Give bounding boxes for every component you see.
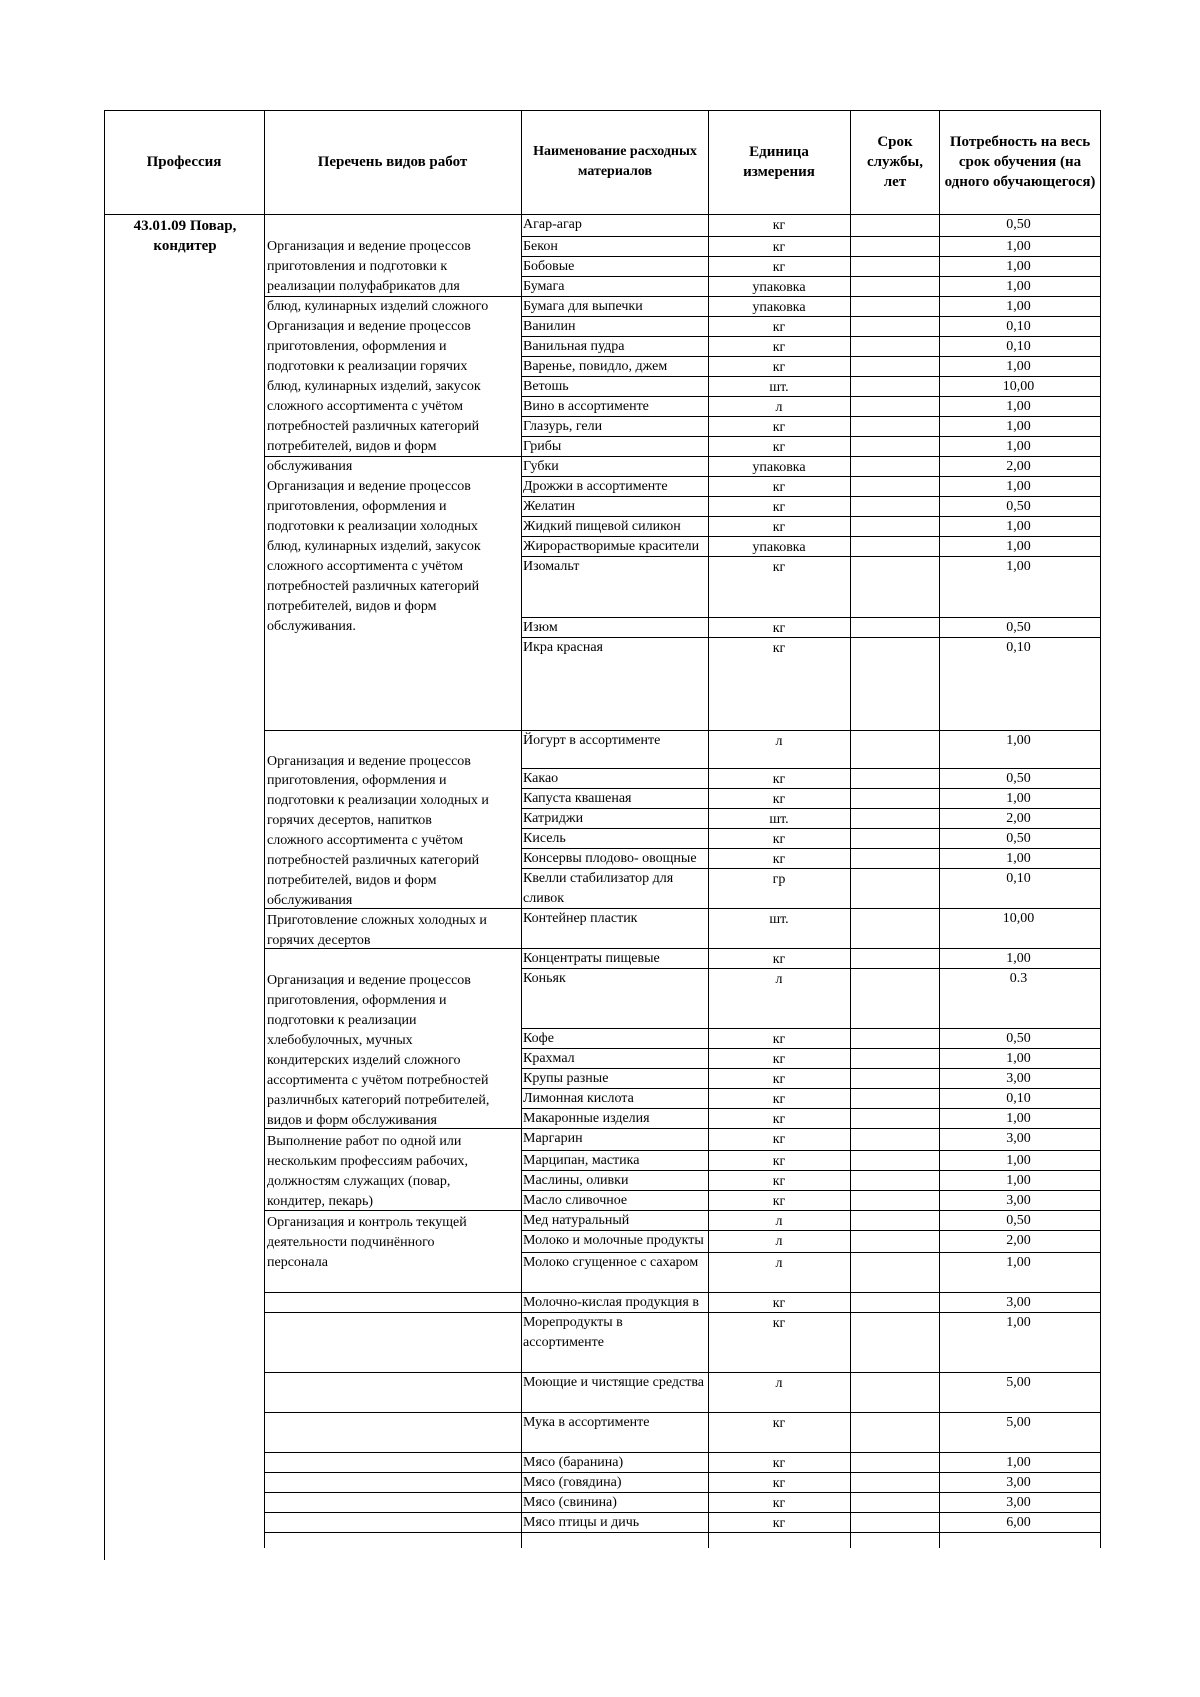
- unit-cell: кг: [772, 1516, 786, 1531]
- quantity-cell: 0.3: [1009, 971, 1028, 986]
- material-name: Жирорастворимые красители: [523, 539, 700, 554]
- quantity-cell: 0,10: [1006, 640, 1031, 655]
- material-name: Варенье, повидло, джем: [523, 359, 668, 374]
- work-type-line: различнбых категорий потребителей,: [267, 1093, 490, 1108]
- quantity-cell: 1,00: [1006, 439, 1031, 454]
- quantity-cell: 0,50: [1006, 620, 1031, 635]
- unit-cell: кг: [772, 218, 786, 233]
- unit-cell: кг: [772, 1476, 786, 1491]
- work-cell-rule: [264, 1492, 521, 1493]
- work-type-line: реализации полуфабрикатов для: [267, 279, 460, 294]
- quantity-cell: 5,00: [1006, 1375, 1031, 1390]
- material-name: Бумага: [523, 279, 565, 294]
- quantity-cell: 2,00: [1006, 1233, 1031, 1248]
- material-name: Концентраты пищевые: [523, 951, 660, 966]
- quantity-cell: 1,00: [1006, 1315, 1031, 1330]
- material-name: Жидкий пищевой силикон: [523, 519, 681, 534]
- material-name: Дрожжи в ассортименте: [523, 479, 668, 494]
- work-type-line: персонала: [267, 1255, 328, 1270]
- quantity-cell: 1,00: [1006, 279, 1031, 294]
- material-name: Коньяк: [523, 971, 566, 986]
- work-type-line: приготовления и подготовки к: [267, 259, 448, 274]
- work-type-line: ассортимента с учётом потребностей: [267, 1073, 489, 1088]
- quantity-cell: 6,00: [1006, 1515, 1031, 1530]
- work-type-line: деятельности подчинённого: [267, 1235, 435, 1250]
- quantity-cell: 3,00: [1006, 1131, 1031, 1146]
- quantity-cell: 0,50: [1006, 1213, 1031, 1228]
- unit-cell: кг: [772, 952, 786, 967]
- material-name: Йогурт в ассортименте: [523, 733, 661, 748]
- material-name: Мед натуральный: [523, 1213, 630, 1228]
- material-name: Грибы: [523, 439, 562, 454]
- work-type-line: сложного ассортимента с учётом: [267, 559, 464, 574]
- header-profession: Профессия: [146, 154, 222, 170]
- material-name: Марципан, мастика: [523, 1153, 640, 1168]
- unit-cell: л: [775, 972, 783, 987]
- work-type-line: кондитер, пекарь): [267, 1194, 374, 1209]
- work-type-line: обслуживания: [267, 459, 353, 474]
- work-type-line: должностям служащих (повар,: [267, 1174, 451, 1189]
- material-name: Квелли стабилизатор для сливок: [523, 871, 674, 906]
- work-type-line: потребностей различных категорий: [267, 853, 480, 868]
- unit-cell: кг: [772, 1194, 786, 1209]
- unit-cell: кг: [772, 1112, 786, 1127]
- quantity-cell: 1,00: [1006, 1111, 1031, 1126]
- unit-cell: л: [775, 734, 783, 749]
- unit-cell: кг: [772, 1132, 786, 1147]
- material-name: Бобовые: [523, 259, 575, 274]
- quantity-cell: 3,00: [1006, 1295, 1031, 1310]
- quantity-cell: 1,00: [1006, 539, 1031, 554]
- material-name: Мясо (баранина): [523, 1455, 624, 1470]
- quantity-cell: 0,50: [1006, 217, 1031, 232]
- quantity-cell: 1,00: [1006, 359, 1031, 374]
- material-name: Ванильная пудра: [523, 339, 625, 354]
- work-type-line: потребителей, видов и форм: [267, 873, 437, 888]
- work-cell-rule: [264, 1512, 521, 1513]
- material-name: Кисель: [523, 831, 566, 846]
- quantity-cell: 1,00: [1006, 479, 1031, 494]
- unit-cell: кг: [772, 360, 786, 375]
- quantity-cell: 1,00: [1006, 1153, 1031, 1168]
- quantity-cell: 1,00: [1006, 259, 1031, 274]
- material-name: Крахмал: [523, 1051, 575, 1066]
- unit-cell: л: [775, 1234, 783, 1249]
- header-unit: Единица измерения: [743, 144, 815, 180]
- quantity-cell: 1,00: [1006, 951, 1031, 966]
- work-cell-rule: [264, 1452, 521, 1453]
- work-type-line: кондитерских изделий сложного: [267, 1053, 461, 1068]
- unit-cell: кг: [772, 772, 786, 787]
- header-need: Потребность на весь срок обучения (на одного обучающегося): [944, 134, 1096, 190]
- work-type-line: подготовки к реализации холодных и: [267, 793, 489, 808]
- material-name: Макаронные изделия: [523, 1111, 650, 1126]
- material-name: Капуста квашеная: [523, 791, 632, 806]
- material-name: Мясо (говядина): [523, 1475, 622, 1490]
- quantity-cell: 3,00: [1006, 1193, 1031, 1208]
- quantity-cell: 0,50: [1006, 499, 1031, 514]
- quantity-cell: 1,00: [1006, 1455, 1031, 1470]
- work-type-line: сложного ассортимента с учётом: [267, 833, 464, 848]
- work-type-line: подготовки к реализации: [267, 1013, 417, 1028]
- work-type-line: приготовления, оформления и: [267, 339, 447, 354]
- material-name: Желатин: [523, 499, 575, 514]
- unit-cell: л: [775, 1256, 783, 1271]
- quantity-cell: 1,00: [1006, 1051, 1031, 1066]
- quantity-cell: 0,50: [1006, 1031, 1031, 1046]
- unit-cell: кг: [772, 832, 786, 847]
- work-cell-rule: [264, 730, 521, 731]
- unit-cell: кг: [772, 852, 786, 867]
- material-name: Изюм: [523, 620, 558, 635]
- material-name: Кофе: [523, 1031, 554, 1046]
- quantity-cell: 10,00: [1002, 911, 1035, 926]
- material-name: Изомальт: [523, 559, 580, 574]
- material-name: Молоко и молочные продукты: [523, 1233, 704, 1248]
- quantity-cell: 1,00: [1006, 559, 1031, 574]
- material-name: Икра красная: [523, 640, 604, 655]
- unit-cell: упаковка: [752, 280, 806, 295]
- quantity-cell: 1,00: [1006, 519, 1031, 534]
- work-type-line: потребностей различных категорий: [267, 419, 480, 434]
- material-name: Моющие и чистящие средства: [523, 1375, 704, 1390]
- unit-cell: кг: [772, 792, 786, 807]
- unit-cell: кг: [772, 1456, 786, 1471]
- unit-cell: гр: [772, 872, 786, 887]
- work-cell-rule: [264, 1312, 521, 1313]
- material-name: Глазурь, гели: [523, 419, 603, 434]
- unit-cell: кг: [772, 560, 786, 575]
- unit-cell: шт.: [769, 812, 789, 827]
- material-name: Агар-агар: [523, 217, 582, 232]
- column-rule: [850, 110, 851, 1548]
- quantity-cell: 1,00: [1006, 1173, 1031, 1188]
- quantity-cell: 3,00: [1006, 1475, 1031, 1490]
- work-type-line: Организация и ведение процессов: [267, 973, 471, 988]
- material-name: Ветошь: [523, 379, 569, 394]
- quantity-cell: 0,10: [1006, 339, 1031, 354]
- work-cell-rule: [264, 1472, 521, 1473]
- material-name: Морепродукты в ассортименте: [523, 1315, 623, 1350]
- material-name: Крупы разные: [523, 1071, 609, 1086]
- unit-cell: кг: [772, 440, 786, 455]
- work-type-line: потребителей, видов и форм: [267, 599, 437, 614]
- unit-cell: кг: [772, 420, 786, 435]
- work-type-line: Организация и ведение процессов: [267, 479, 471, 494]
- unit-cell: кг: [772, 340, 786, 355]
- quantity-cell: 1,00: [1006, 791, 1031, 806]
- quantity-cell: 0,10: [1006, 1091, 1031, 1106]
- unit-cell: кг: [772, 1052, 786, 1067]
- quantity-cell: 5,00: [1006, 1415, 1031, 1430]
- work-type-line: подготовки к реализации горячих: [267, 359, 468, 374]
- unit-cell: л: [775, 400, 783, 415]
- work-type-line: обслуживания: [267, 893, 353, 908]
- work-type-line: хлебобулочных, мучных: [267, 1033, 413, 1048]
- unit-cell: кг: [772, 1296, 786, 1311]
- unit-cell: кг: [772, 500, 786, 515]
- material-name: Мясо (свинина): [523, 1495, 617, 1510]
- quantity-cell: 1,00: [1006, 419, 1031, 434]
- unit-cell: кг: [772, 621, 786, 636]
- column-rule: [1100, 110, 1101, 1548]
- quantity-cell: 0,50: [1006, 771, 1031, 786]
- work-type-line: горячих десертов: [267, 933, 371, 948]
- unit-cell: кг: [772, 260, 786, 275]
- header-material-name: Наименование расходных материалов: [533, 144, 697, 179]
- work-type-line: потребностей различных категорий: [267, 579, 480, 594]
- quantity-cell: 10,00: [1002, 379, 1035, 394]
- unit-cell: кг: [772, 1154, 786, 1169]
- work-type-line: обслуживания.: [267, 619, 356, 634]
- unit-cell: кг: [772, 320, 786, 335]
- unit-cell: кг: [772, 641, 786, 656]
- material-name: Лимонная кислота: [523, 1091, 634, 1106]
- work-type-line: блюд, кулинарных изделий сложного: [267, 299, 489, 314]
- material-name: Маргарин: [523, 1131, 583, 1146]
- work-type-line: приготовления, оформления и: [267, 993, 447, 1008]
- quantity-cell: 1,00: [1006, 851, 1031, 866]
- work-type-line: сложного ассортимента с учётом: [267, 399, 464, 414]
- quantity-cell: 1,00: [1006, 1255, 1031, 1270]
- unit-cell: кг: [772, 1316, 786, 1331]
- unit-cell: упаковка: [752, 300, 806, 315]
- material-name: Мясо птицы и дичь: [523, 1515, 640, 1530]
- material-name: Масло сливочное: [523, 1193, 628, 1208]
- quantity-cell: 1,00: [1006, 733, 1031, 748]
- unit-cell: кг: [772, 1072, 786, 1087]
- unit-cell: упаковка: [752, 460, 806, 475]
- column-rule: [264, 110, 265, 1548]
- quantity-cell: 1,00: [1006, 299, 1031, 314]
- header-work-types: Перечень видов работ: [317, 154, 468, 170]
- unit-cell: кг: [772, 520, 786, 535]
- unit-cell: шт.: [769, 380, 789, 395]
- work-type-line: видов и форм обслуживания: [267, 1113, 437, 1128]
- work-cell-rule: [264, 1372, 521, 1373]
- material-name: Контейнер пластик: [523, 911, 638, 926]
- work-type-line: блюд, кулинарных изделий, закусок: [267, 379, 481, 394]
- material-name: Молоко сгущенное с сахаром: [523, 1255, 699, 1270]
- unit-cell: кг: [772, 1174, 786, 1189]
- work-type-line: подготовки к реализации холодных: [267, 519, 478, 534]
- unit-cell: кг: [772, 1092, 786, 1107]
- material-name: Консервы плодово- овощные: [523, 851, 697, 866]
- material-name: Ванилин: [523, 319, 576, 334]
- quantity-cell: 3,00: [1006, 1495, 1031, 1510]
- material-name: Катриджи: [523, 811, 584, 826]
- material-name: Губки: [523, 459, 559, 474]
- quantity-cell: 1,00: [1006, 399, 1031, 414]
- quantity-cell: 0,50: [1006, 831, 1031, 846]
- column-rule: [104, 110, 105, 1560]
- work-type-line: Выполнение работ по одной или: [267, 1134, 462, 1149]
- unit-cell: кг: [772, 1032, 786, 1047]
- material-name: Молочно-кислая продукция в: [523, 1295, 699, 1310]
- work-cell-rule: [264, 1412, 521, 1413]
- unit-cell: упаковка: [752, 540, 806, 555]
- header-service-term: Срок службы, лет: [866, 134, 923, 190]
- unit-cell: кг: [772, 480, 786, 495]
- work-cell-rule: [264, 1292, 521, 1293]
- quantity-cell: 0,10: [1006, 319, 1031, 334]
- unit-cell: кг: [772, 1416, 786, 1431]
- work-type-line: приготовления, оформления и: [267, 773, 447, 788]
- unit-cell: л: [775, 1214, 783, 1229]
- material-name: Какао: [523, 771, 559, 786]
- quantity-cell: 2,00: [1006, 811, 1031, 826]
- consumables-table: [104, 110, 1100, 1548]
- unit-cell: кг: [772, 1496, 786, 1511]
- work-type-line: приготовления, оформления и: [267, 499, 447, 514]
- work-type-line: потребителей, видов и форм: [267, 439, 437, 454]
- quantity-cell: 0,10: [1006, 871, 1031, 886]
- unit-cell: шт.: [769, 912, 789, 927]
- unit-cell: кг: [772, 240, 786, 255]
- work-type-line: блюд, кулинарных изделий, закусок: [267, 539, 481, 554]
- work-type-line: Организация и ведение процессов: [267, 319, 471, 334]
- quantity-cell: 2,00: [1006, 459, 1031, 474]
- work-type-line: нескольким профессиям рабочих,: [267, 1154, 469, 1169]
- material-name: Мука в ассортименте: [523, 1415, 650, 1430]
- work-type-line: Организация и ведение процессов: [267, 239, 471, 254]
- profession-cell: 43.01.09 Повар, кондитер: [133, 218, 237, 254]
- work-type-line: Организация и ведение процессов: [267, 754, 471, 769]
- quantity-cell: 3,00: [1006, 1071, 1031, 1086]
- work-type-line: Организация и контроль текущей: [267, 1215, 467, 1230]
- unit-cell: л: [775, 1376, 783, 1391]
- work-type-line: горячих десертов, напитков: [267, 813, 432, 828]
- work-cell-rule: [264, 1532, 521, 1533]
- material-name: Маслины, оливки: [523, 1173, 629, 1188]
- material-name: Вино в ассортименте: [523, 399, 649, 414]
- work-type-line: Приготовление сложных холодных и: [267, 913, 487, 928]
- material-name: Бекон: [523, 239, 558, 254]
- quantity-cell: 1,00: [1006, 239, 1031, 254]
- material-name: Бумага для выпечки: [523, 299, 643, 314]
